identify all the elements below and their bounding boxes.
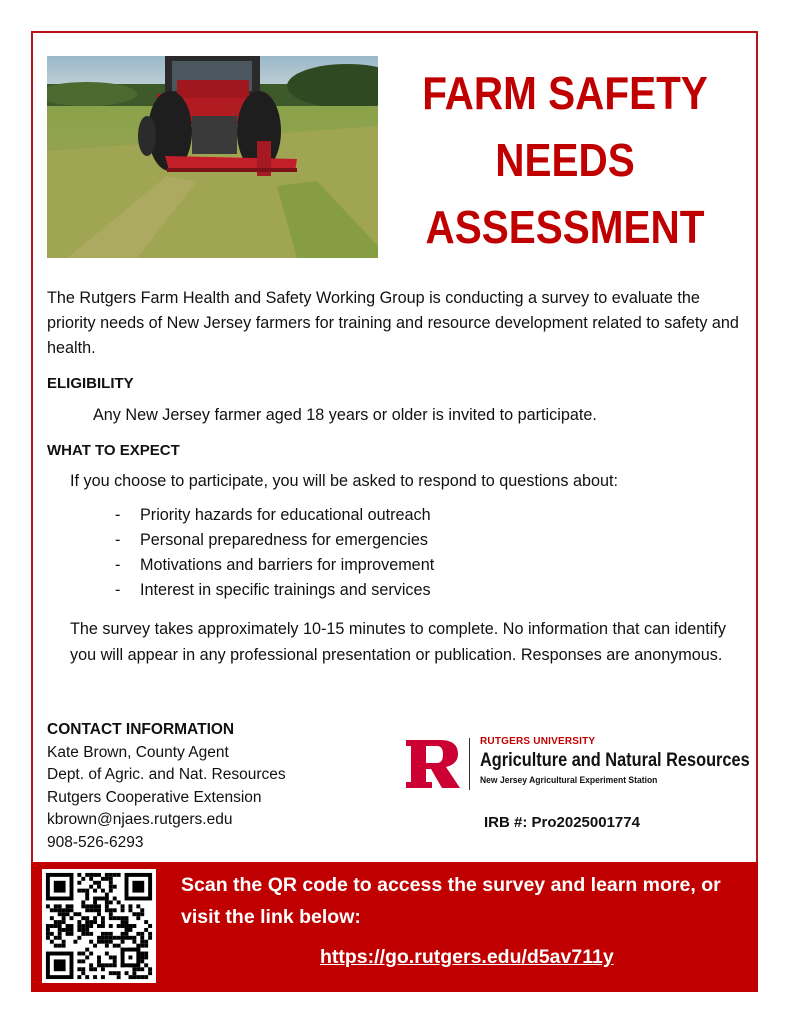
- survey-link[interactable]: https://go.rutgers.edu/d5av711y: [320, 946, 614, 968]
- contact-phone[interactable]: 908-526-6293: [47, 833, 144, 851]
- eligibility-text: Any New Jersey farmer aged 18 years or older is invited to participate.: [93, 406, 597, 424]
- contact-dept: Dept. of Agric. and Nat. Resources: [47, 766, 286, 783]
- contact-name: Kate Brown, County Agent: [47, 743, 229, 761]
- expect-intro: If you choose to participate, you will be asked to respond to questions about:: [70, 472, 619, 490]
- bullet-dash: -: [115, 581, 121, 599]
- logo-station: New Jersey Agricultural Experiment Station: [480, 775, 658, 786]
- survey-duration-paragraph: The survey takes approximately 10-15 minutes to complete. No information that can identify you will appear in any professional presentation or publication. Responses are anonymous.: [70, 620, 726, 664]
- title-line-1: FARM SAFETY: [422, 67, 708, 119]
- logo-unit: Agriculture and Natural Resources: [480, 750, 750, 771]
- question-list: [115, 505, 434, 605]
- page-title: [390, 60, 740, 261]
- logo-university: RUTGERS UNIVERSITY: [480, 736, 596, 747]
- list-item-text: Priority hazards for educational outreach: [140, 506, 431, 524]
- list-item-text: Interest in specific trainings and services: [140, 581, 431, 599]
- footer-scan-text: Scan the QR code to access the survey and learn more, or visit the link below:: [181, 874, 721, 928]
- bullet-dash: -: [115, 556, 121, 574]
- intro-paragraph: The Rutgers Farm Health and Safety Working Group is conducting a survey to evaluate the priority needs of New Jersey farmers for training and resource development related to safety and health.: [47, 289, 739, 357]
- eligibility-heading: ELIGIBILITY: [47, 375, 134, 392]
- tractor-photo: [47, 56, 378, 258]
- bullet-dash: -: [115, 506, 121, 524]
- contact-org: Rutgers Cooperative Extension: [47, 788, 262, 806]
- list-item: [115, 530, 434, 555]
- list-item: [115, 555, 434, 580]
- contact-block: [47, 719, 286, 854]
- qr-code[interactable]: [42, 869, 156, 983]
- title-line-2: NEEDS: [495, 134, 635, 186]
- bullet-dash: -: [115, 531, 121, 549]
- title-line-3: ASSESSMENT: [425, 201, 705, 253]
- list-item: [115, 580, 434, 605]
- irb-number: IRB #: Pro2025001774: [484, 814, 640, 831]
- expect-heading: WHAT TO EXPECT: [47, 442, 180, 459]
- rutgers-r-icon: [404, 738, 462, 790]
- qr-code-icon: [42, 869, 156, 983]
- rutgers-logo: [404, 736, 754, 792]
- contact-email[interactable]: kbrown@njaes.rutgers.edu: [47, 811, 233, 828]
- list-item: [115, 505, 434, 530]
- contact-heading: CONTACT INFORMATION: [47, 721, 235, 738]
- list-item-text: Personal preparedness for emergencies: [140, 531, 428, 549]
- logo-divider: [469, 738, 470, 790]
- list-item-text: Motivations and barriers for improvement: [140, 556, 435, 574]
